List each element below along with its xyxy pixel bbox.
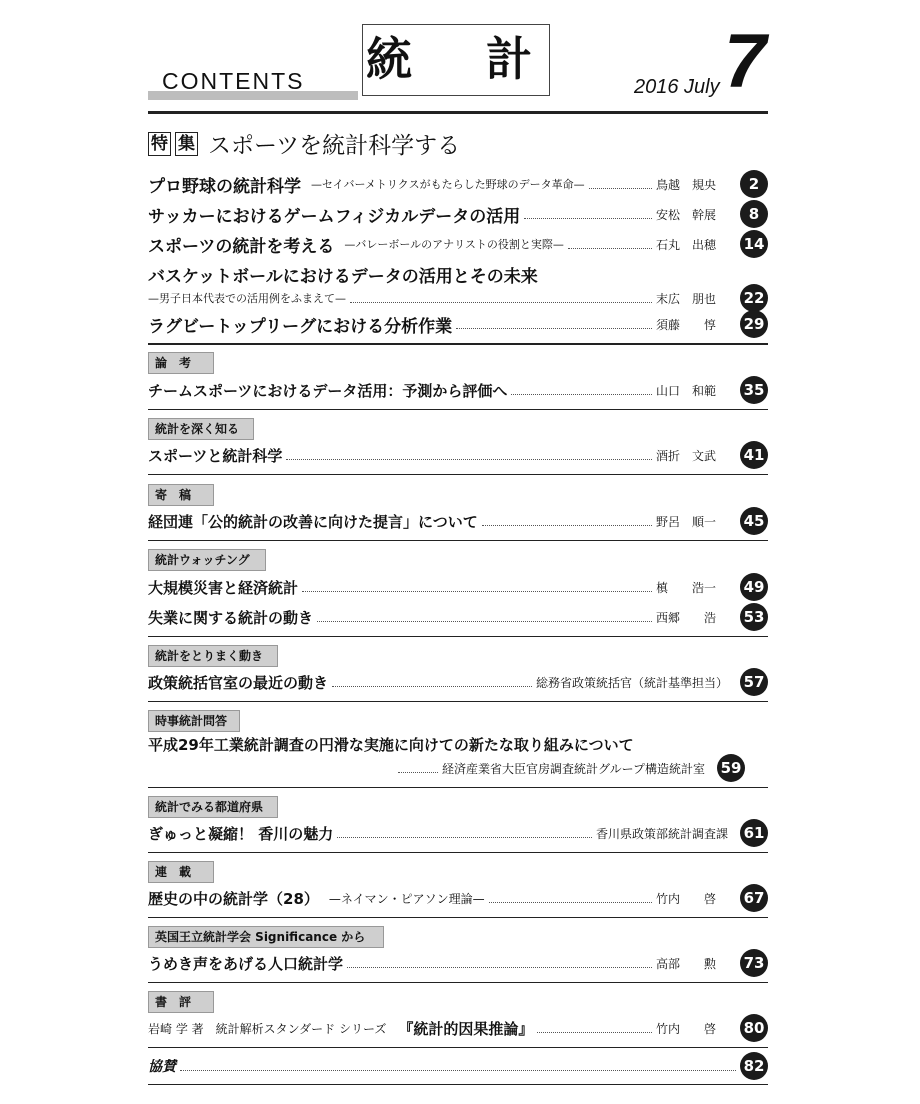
entry-title: ラグビートップリーグにおける分析作業 <box>148 316 453 337</box>
dot-leader <box>524 218 652 219</box>
toc-entry[interactable] <box>148 573 768 601</box>
page-number: 29 <box>740 310 768 338</box>
entry-title: スポーツの統計を考える <box>148 236 335 257</box>
entry-author: 香川県政策部統計調査課 <box>595 826 728 841</box>
dot-leader <box>456 328 652 329</box>
dot-leader <box>398 772 438 773</box>
section-label: 統計ウォッチング <box>148 549 266 571</box>
section-label: 論 考 <box>148 352 214 374</box>
issue-number: 7 <box>724 19 767 104</box>
section-rule <box>148 409 768 410</box>
toc-entry[interactable] <box>148 819 768 847</box>
journal-title: 統 計 <box>362 24 550 96</box>
entry-title: 協賛 <box>148 1059 176 1075</box>
entry-author: 安松 幹展 <box>656 207 717 222</box>
dot-leader <box>337 837 592 838</box>
bottom-rule <box>148 1084 768 1085</box>
entry-subtitle: —セイバーメトリクスがもたらした野球のデータ革命— <box>311 178 585 191</box>
page-number: 57 <box>740 668 768 696</box>
entry-subtitle: —男子日本代表での活用例をふまえて— <box>148 292 346 305</box>
toc-entry[interactable] <box>148 668 768 696</box>
entry-title: チームスポーツにおけるデータ活用：予測から評価へ <box>148 381 508 400</box>
dot-leader <box>317 621 652 622</box>
entry-author: 須藤 惇 <box>656 317 717 332</box>
section-rule <box>148 540 768 541</box>
entry-author: 野呂 順一 <box>656 514 717 529</box>
page-number: 82 <box>740 1052 768 1080</box>
section-label: 英国王立統計学会 Significance から <box>148 926 384 948</box>
header-rule <box>148 111 768 114</box>
section-label: 統計でみる都道府県 <box>148 796 278 818</box>
entry-author: 竹内 啓 <box>656 1021 717 1036</box>
section-rule <box>148 917 768 918</box>
dot-leader <box>489 902 652 903</box>
toc-entry[interactable] <box>148 310 768 338</box>
entry-title: 平成29年工業統計調査の円滑な実施に向けての新たな取り組みについて <box>148 736 634 754</box>
dot-leader <box>482 525 652 526</box>
section-label: 時事統計問答 <box>148 710 240 732</box>
entry-author: 経済産業省大臣官房調査統計グループ構造統計室 <box>442 761 706 776</box>
page-number: 73 <box>740 949 768 977</box>
entry-author: 末広 朋也 <box>656 291 717 306</box>
section-label: 統計をとりまく動き <box>148 645 278 667</box>
section-label: 連 載 <box>148 861 214 883</box>
toc-entry[interactable] <box>148 884 768 912</box>
entry-subtitle: —ネイマン・ピアソン理論— <box>328 891 485 906</box>
section-rule <box>148 787 768 788</box>
entry-author: 西郷 浩 <box>656 610 717 625</box>
toc-entry[interactable] <box>148 262 768 312</box>
section-label: 寄 稿 <box>148 484 214 506</box>
entry-author: 総務省政策統括官（統計基準担当） <box>535 675 728 690</box>
entry-title: 経団連「公的統計の改善に向けた提言」について <box>148 512 478 531</box>
entry-author: 竹内 啓 <box>656 891 717 906</box>
page-number: 8 <box>740 200 768 228</box>
section-rule <box>148 982 768 983</box>
entry-author: 槙 浩一 <box>656 580 717 595</box>
section-rule <box>148 343 768 345</box>
dot-leader <box>347 967 652 968</box>
page-number: 45 <box>740 507 768 535</box>
entry-author: 石丸 出穂 <box>656 237 717 252</box>
entry-author: 高部 勲 <box>656 956 717 971</box>
dot-leader <box>537 1032 652 1033</box>
page-number: 22 <box>740 284 768 312</box>
dot-leader <box>302 591 652 592</box>
section-label: 統計を深く知る <box>148 418 254 440</box>
section-rule <box>148 701 768 702</box>
toc-entry[interactable] <box>148 441 768 469</box>
toc-entry[interactable] <box>148 1052 768 1080</box>
section-rule <box>148 1047 768 1048</box>
entry-title: 政策統括官室の最近の動き <box>148 673 329 692</box>
section-label: 書 評 <box>148 991 214 1013</box>
feature-heading <box>148 127 460 160</box>
dot-leader <box>511 394 652 395</box>
dot-leader <box>350 302 652 303</box>
entry-title: 大規模災害と経済統計 <box>148 578 299 597</box>
feature-title: スポーツを統計科学する <box>208 133 461 159</box>
toc-entry[interactable] <box>148 376 768 404</box>
page-number: 80 <box>740 1014 768 1042</box>
dot-leader <box>180 1070 736 1071</box>
dot-leader <box>589 188 652 189</box>
entry-author: 山口 和範 <box>656 383 717 398</box>
toc-entry[interactable] <box>148 230 768 258</box>
page-number: 67 <box>740 884 768 912</box>
feature-tag-1: 特 <box>148 132 171 156</box>
contents-text: CONTENTS <box>162 68 305 94</box>
page-number: 61 <box>740 819 768 847</box>
section-rule <box>148 852 768 853</box>
page-number: 41 <box>740 441 768 469</box>
dot-leader <box>332 686 532 687</box>
entry-title: バスケットボールにおけるデータの活用とその未来 <box>148 267 538 287</box>
toc-entry[interactable] <box>148 200 768 228</box>
toc-entry[interactable] <box>148 603 768 631</box>
dot-leader <box>286 459 652 460</box>
toc-entry[interactable] <box>148 507 768 535</box>
page-number: 49 <box>740 573 768 601</box>
page-number: 35 <box>740 376 768 404</box>
dot-leader <box>568 248 652 249</box>
entry-title: スポーツと統計科学 <box>148 446 283 465</box>
entry-title: ぎゅっと凝縮！ 香川の魅力 <box>148 824 334 843</box>
contents-label <box>148 66 358 100</box>
entry-author: 鳥越 規央 <box>656 177 717 192</box>
entry-subtitle: —バレーボールのアナリストの役割と実際— <box>344 238 564 251</box>
entry-title: プロ野球の統計科学 <box>148 176 301 197</box>
issue-date: 2016 July <box>634 76 720 98</box>
entry-author: 酒折 文武 <box>656 448 717 463</box>
feature-tag-2: 集 <box>175 132 198 156</box>
page-number: 53 <box>740 603 768 631</box>
page-number: 14 <box>740 230 768 258</box>
toc-entry[interactable] <box>148 170 768 198</box>
toc-entry[interactable] <box>148 734 768 784</box>
page-number: 2 <box>740 170 768 198</box>
page-number: 59 <box>717 754 745 782</box>
entry-title: うめき声をあげる人口統計学 <box>148 954 344 973</box>
toc-entry[interactable] <box>148 949 768 977</box>
entry-subtitle: 『統計的因果推論』 <box>398 1019 534 1038</box>
entry-title: 歴史の中の統計学（28） <box>148 889 319 908</box>
entry-title: 失業に関する統計の動き <box>148 608 314 627</box>
entry-title: 岩崎 学 著 統計解析スタンダード シリーズ <box>148 1021 387 1036</box>
section-rule <box>148 474 768 475</box>
toc-entry[interactable] <box>148 1014 768 1042</box>
entry-title: サッカーにおけるゲームフィジカルデータの活用 <box>148 206 521 227</box>
section-rule <box>148 636 768 637</box>
